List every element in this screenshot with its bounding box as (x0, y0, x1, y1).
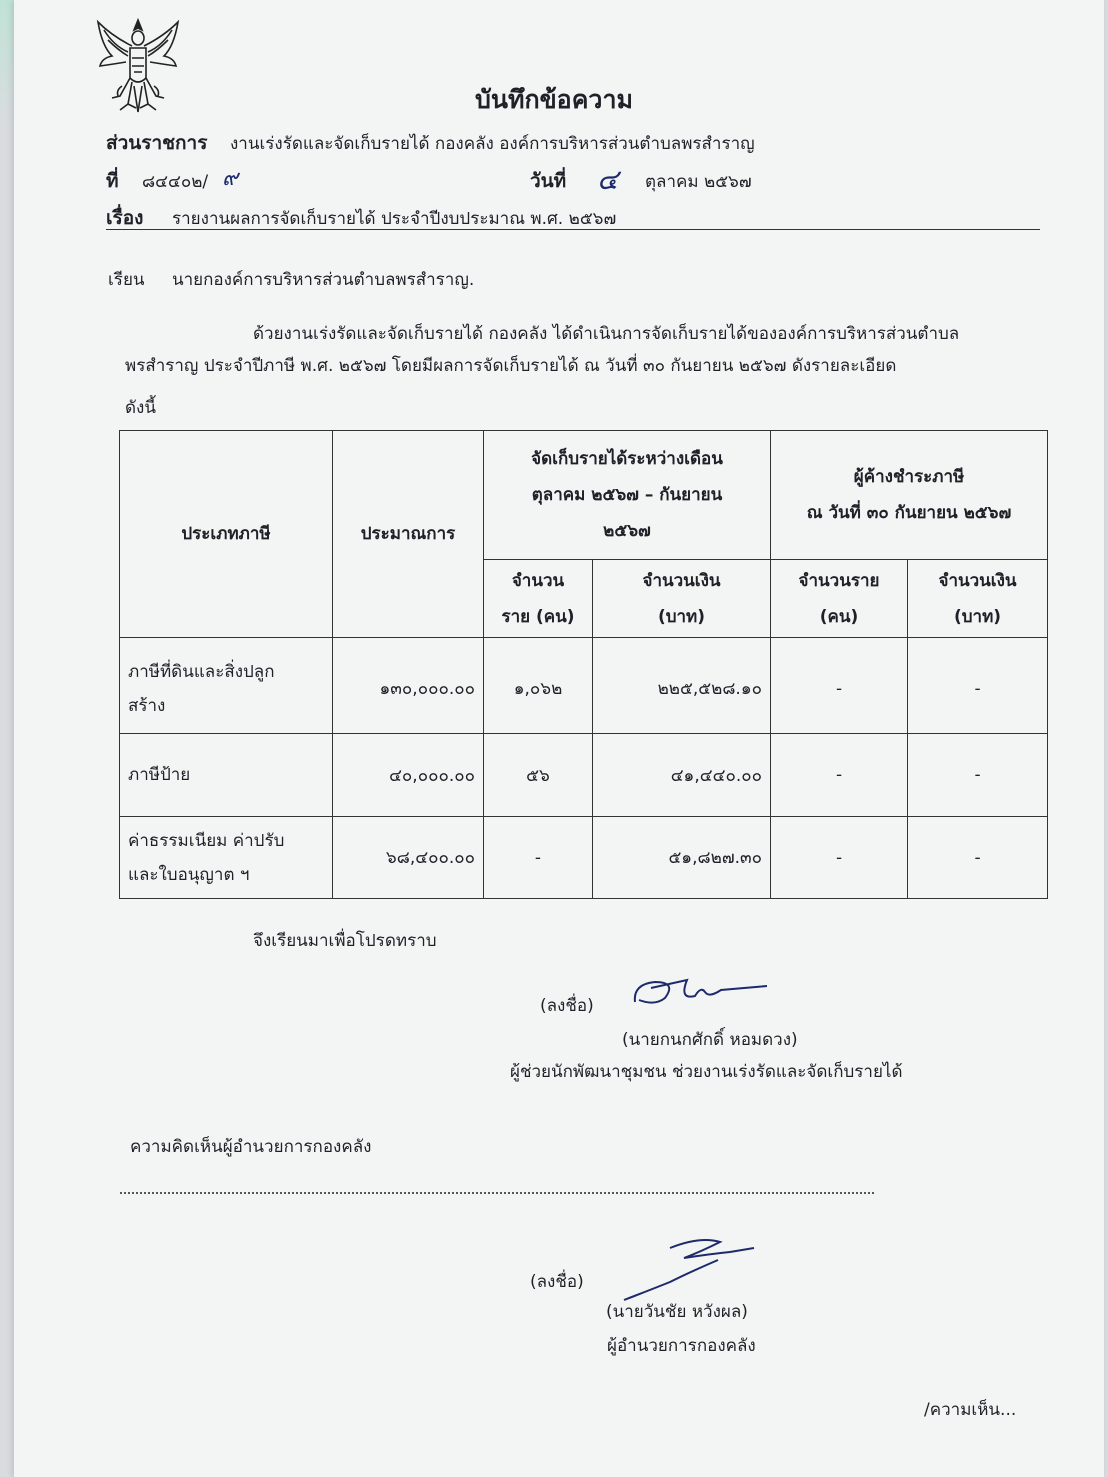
date-handwritten: ๔ (597, 163, 619, 196)
table-header-row (120, 431, 1048, 560)
cell-arrears-count: - (771, 734, 908, 817)
date-label: วันที่ (530, 170, 567, 192)
header-arrears: ผู้ค้างชำระภาษี ณ วันที่ ๓๐ กันยายน ๒๕๖๗ (771, 431, 1048, 560)
body-paragraph-line1: ด้วยงานเร่งรัดและจัดเก็บรายได้ กองคลัง ได้ดำเนินการจัดเก็บรายได้ขององค์การบริหารส่วนตำบล (253, 324, 960, 344)
ref-label: ที่ (106, 170, 119, 192)
header-amount: จำนวนเงิน (บาท) (593, 560, 771, 638)
cell-arrears-count: - (771, 817, 908, 899)
opinion-label: ความคิดเห็นผู้อำนวยการกองคลัง (130, 1137, 372, 1157)
signature-1-icon (625, 970, 775, 1015)
header-count: จำนวน ราย (คน) (484, 560, 593, 638)
cell-count: ๑,๐๖๒ (484, 638, 593, 734)
cell-count: ๕๖ (484, 734, 593, 817)
cell-arrears-count: - (771, 638, 908, 734)
body-paragraph-line3: ดังนี้ (125, 398, 156, 418)
cell-amount: ๕๑,๘๒๗.๓๐ (593, 817, 771, 899)
cell-tax-type: ค่าธรรมเนียม ค่าปรับ และใบอนุญาต ฯ (120, 817, 333, 899)
sign-label-1: (ลงชื่อ) (540, 996, 594, 1016)
memo-title: บันทึกข้อความ (475, 85, 633, 114)
header-arrears-count: จำนวนราย (คน) (771, 560, 908, 638)
department-label: ส่วนราชการ (106, 132, 208, 154)
cell-arrears-amount: - (908, 817, 1048, 899)
ref-value: ๘๔๔๐๒/ (142, 172, 209, 192)
revenue-table (119, 430, 1048, 899)
cell-tax-type: ภาษีป้าย (120, 734, 333, 817)
cell-count: - (484, 817, 593, 899)
salutation-value: นายกองค์การบริหารส่วนตำบลพรสำราญ. (172, 270, 475, 290)
header-collected: จัดเก็บรายได้ระหว่างเดือน ตุลาคม ๒๕๖๗ – กันยายน ๒๕๖๗ (484, 431, 771, 560)
opinion-dotted-line (120, 1192, 874, 1194)
signer-2-position: ผู้อำนวยการกองคลัง (607, 1336, 756, 1356)
salutation-label: เรียน (108, 270, 145, 290)
cell-estimate: ๖๘,๔๐๐.๐๐ (333, 817, 484, 899)
cell-estimate: ๑๓๐,๐๐๐.๐๐ (333, 638, 484, 734)
signature-2-icon (610, 1232, 770, 1302)
subject-label: เรื่อง (106, 207, 144, 229)
subject-value: รายงานผลการจัดเก็บรายได้ ประจำปีงบประมาณ พ.ศ. ๒๕๖๗ (172, 209, 617, 229)
signer-1-position: ผู้ช่วยนักพัฒนาชุมชน ช่วยงานเร่งรัดและจัดเก็บรายได้ (510, 1062, 903, 1082)
signer-2-name: (นายวันชัย หวังผล) (606, 1302, 748, 1322)
cell-amount: ๔๑,๔๔๐.๐๐ (593, 734, 771, 817)
table-row (120, 638, 1048, 734)
ref-handwritten: ๙ (222, 166, 239, 191)
table-row (120, 817, 1048, 899)
header-tax-type: ประเภทภาษี (120, 431, 333, 638)
header-rule (106, 229, 1040, 230)
cell-estimate: ๔๐,๐๐๐.๐๐ (333, 734, 484, 817)
continuation-note: /ความเห็น... (924, 1400, 1017, 1420)
table-row (120, 734, 1048, 817)
closing-text: จึงเรียนมาเพื่อโปรดทราบ (253, 931, 437, 951)
date-value: ตุลาคม ๒๕๖๗ (645, 172, 752, 192)
department-value: งานเร่งรัดและจัดเก็บรายได้ กองคลัง องค์การบริหารส่วนตำบลพรสำราญ (230, 134, 755, 154)
header-arrears-amount: จำนวนเงิน (บาท) (908, 560, 1048, 638)
header-estimate: ประมาณการ (333, 431, 484, 638)
body-paragraph-line2: พรสำราญ ประจำปีภาษี พ.ศ. ๒๕๖๗ โดยมีผลการจัดเก็บรายได้ ณ วันที่ ๓๐ กันยายน ๒๕๖๗ ดังรายละเอียด (125, 356, 897, 376)
signer-1-name: (นายกนกศักดิ์ หอมดวง) (622, 1030, 798, 1050)
cell-tax-type: ภาษีที่ดินและสิ่งปลูก สร้าง (120, 638, 333, 734)
cell-arrears-amount: - (908, 638, 1048, 734)
cell-amount: ๒๒๕,๕๒๘.๑๐ (593, 638, 771, 734)
cell-arrears-amount: - (908, 734, 1048, 817)
sign-label-2: (ลงชื่อ) (530, 1272, 584, 1292)
